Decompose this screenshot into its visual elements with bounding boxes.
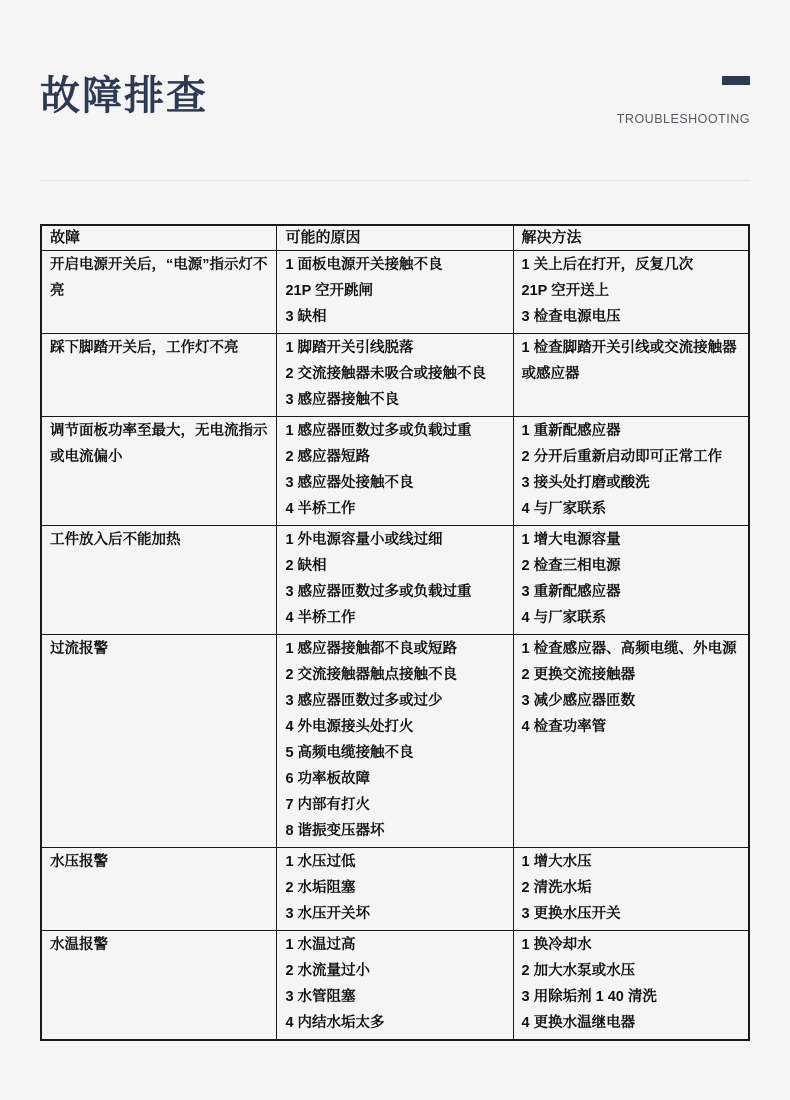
solution-cell-line: 1 增大电源容量	[521, 532, 621, 548]
column-header-solution: 解决方法	[513, 225, 749, 251]
fault-cell	[41, 848, 277, 931]
solution-cell-line: 3 重新配感应器	[521, 584, 621, 600]
cause-cell-line: 3 水管阻塞	[285, 989, 356, 1005]
solution-cell-line: 2 检查三相电源	[521, 558, 621, 574]
cause-cell-line: 7 内部有打火	[285, 797, 371, 813]
table-row	[41, 635, 749, 848]
fault-cell	[41, 526, 277, 635]
cause-cell-line: 3 水压开关坏	[285, 906, 371, 922]
cause-cell-line: 3 感应器匝数过多或负载过重	[285, 584, 472, 600]
solution-cell-line: 21P 空开送上	[521, 283, 610, 299]
cause-cell-line: 2 交流接触器未吸合或接触不良	[285, 366, 487, 382]
cause-cell-line: 4 半桥工作	[285, 610, 356, 626]
cause-cell-line: 3 感应器匝数过多或过少	[285, 693, 443, 709]
cause-cell-line: 2 缺相	[285, 558, 327, 574]
solution-cell-line: 3 用除垢剂 1 40 清洗	[521, 989, 657, 1005]
solution-cell-line: 2 更换交流接触器	[521, 667, 636, 683]
solution-cell-line: 1 换冷却水	[521, 937, 592, 953]
cause-cell	[277, 848, 513, 931]
table-row	[41, 251, 749, 334]
table-row	[41, 931, 749, 1041]
table-row	[41, 526, 749, 635]
fault-cell	[41, 931, 277, 1041]
fault-cell-line: 过流报警	[50, 641, 108, 657]
cause-cell-line: 1 面板电源开关接触不良	[285, 257, 443, 273]
cause-cell-line: 3 感应器接触不良	[285, 392, 400, 408]
cause-cell-line: 1 水温过高	[285, 937, 356, 953]
cause-cell-line: 4 内结水垢太多	[285, 1015, 385, 1031]
fault-cell	[41, 251, 277, 334]
solution-cell-line: 1 增大水压	[521, 854, 592, 870]
table-row	[41, 334, 749, 417]
solution-cell-line: 3 更换水压开关	[521, 906, 621, 922]
solution-cell-line: 1 重新配感应器	[521, 423, 621, 439]
fault-cell	[41, 417, 277, 526]
cause-cell	[277, 417, 513, 526]
page-title: 故障排查	[40, 74, 208, 118]
solution-cell-line: 4 与厂家联系	[521, 501, 607, 517]
cause-cell-line: 5 高频电缆接触不良	[285, 745, 414, 761]
cause-cell-line: 4 外电源接头处打火	[285, 719, 414, 735]
solution-cell-line: 4 与厂家联系	[521, 610, 607, 626]
fault-cell-line: 踩下脚踏开关后，工作灯不亮	[50, 340, 239, 356]
solution-cell	[513, 635, 749, 848]
fault-cell-line: 工件放入后不能加热	[50, 532, 181, 548]
solution-cell-line: 2 加大水泵或水压	[521, 963, 636, 979]
cause-cell-line: 1 外电源容量小或线过细	[285, 532, 443, 548]
page-subtitle: TROUBLESHOOTING	[616, 112, 750, 126]
cause-cell	[277, 526, 513, 635]
solution-cell-line: 3 减少感应器匝数	[521, 693, 636, 709]
cause-cell-line: 1 感应器接触都不良或短路	[285, 641, 458, 657]
solution-cell	[513, 848, 749, 931]
solution-cell-line: 2 清洗水垢	[521, 880, 592, 896]
table-row	[41, 417, 749, 526]
table-body	[41, 251, 749, 1041]
header-right-block	[617, 76, 750, 126]
solution-cell-line: 1 检查感应器、高频电缆、外电源	[521, 641, 737, 657]
table-header-row	[41, 225, 749, 251]
cause-cell-line: 3 缺相	[285, 309, 327, 325]
cause-cell	[277, 334, 513, 417]
solution-cell-line: 3 检查电源电压	[521, 309, 621, 325]
solution-cell	[513, 251, 749, 334]
solution-cell	[513, 931, 749, 1041]
cause-cell-line: 3 感应器处接触不良	[285, 475, 414, 491]
cause-cell-line: 2 交流接触器触点接触不良	[285, 667, 458, 683]
fault-cell-line: 开启电源开关后，“电源”指示灯不亮	[50, 257, 268, 299]
solution-cell	[513, 334, 749, 417]
solution-cell	[513, 417, 749, 526]
fault-cell	[41, 635, 277, 848]
fault-cell-line: 调节面板功率至最大，无电流指示或电流偏小	[50, 423, 268, 465]
cause-cell-line: 6 功率板故障	[285, 771, 371, 787]
page-header	[0, 0, 790, 126]
fault-cell	[41, 334, 277, 417]
column-header-fault: 故障	[41, 225, 277, 251]
fault-cell-line: 水温报警	[50, 937, 108, 953]
solution-cell-line: 3 接头处打磨或酸洗	[521, 475, 650, 491]
column-header-cause: 可能的原因	[277, 225, 513, 251]
cause-cell-line: 2 水垢阻塞	[285, 880, 356, 896]
solution-cell-line: 4 检查功率管	[521, 719, 607, 735]
cause-cell	[277, 931, 513, 1041]
table-row	[41, 848, 749, 931]
cause-cell-line: 4 半桥工作	[285, 501, 356, 517]
cause-cell-line: 1 水压过低	[285, 854, 356, 870]
troubleshooting-table	[40, 224, 750, 1041]
solution-cell-line: 2 分开后重新启动即可正常工作	[521, 449, 723, 465]
cause-cell	[277, 251, 513, 334]
cause-cell-line: 8 谐振变压器坏	[285, 823, 385, 839]
solution-cell	[513, 526, 749, 635]
cause-cell-line: 2 水流量过小	[285, 963, 371, 979]
cause-cell-line: 21P 空开跳闸	[285, 283, 374, 299]
cause-cell-line: 1 脚踏开关引线脱落	[285, 340, 414, 356]
dash-icon	[722, 76, 750, 85]
solution-cell-line: 1 关上后在打开，反复几次	[521, 257, 694, 273]
solution-cell-line: 1 检查脚踏开关引线或交流接触器或感应器	[521, 340, 737, 382]
cause-cell	[277, 635, 513, 848]
cause-cell-line: 2 感应器短路	[285, 449, 371, 465]
header-divider	[40, 180, 750, 181]
fault-cell-line: 水压报警	[50, 854, 108, 870]
cause-cell-line: 1 感应器匝数过多或负载过重	[285, 423, 472, 439]
solution-cell-line: 4 更换水温继电器	[521, 1015, 636, 1031]
